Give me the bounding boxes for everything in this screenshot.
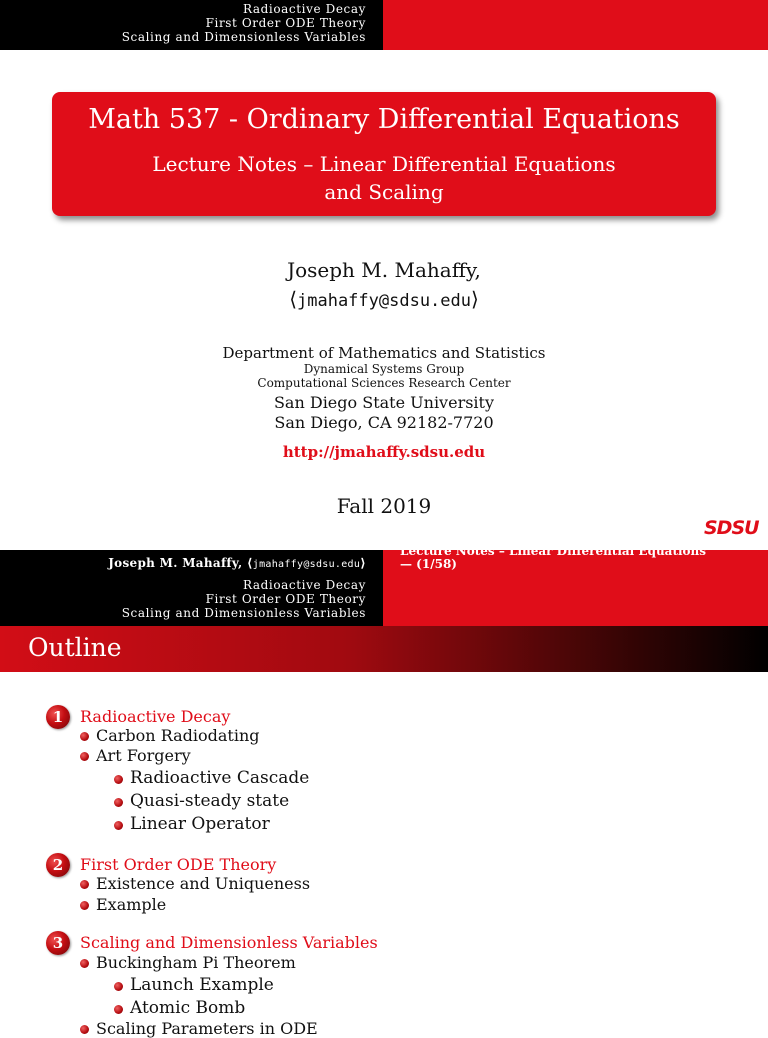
bullet-icon xyxy=(114,982,123,991)
bullet-icon xyxy=(80,1025,89,1034)
bullet-icon xyxy=(80,901,89,910)
footer-author-email: jmahaffy@sdsu.edu xyxy=(252,559,361,570)
bullet-icon xyxy=(80,752,89,761)
sdsu-logo: SDSU xyxy=(704,517,759,539)
footer-author-name: Joseph M. Mahaffy, xyxy=(108,556,243,570)
bullet-icon xyxy=(80,880,89,889)
university: San Diego State University xyxy=(273,393,495,412)
author-email-text: jmahaffy@sdsu.edu xyxy=(297,291,471,311)
bullet-icon xyxy=(80,732,89,741)
section-number-3: 3 xyxy=(46,931,70,955)
section-number-2: 2 xyxy=(46,853,70,877)
bullet-icon xyxy=(114,775,123,784)
outline-subitem-quasi-steady-state[interactable]: Quasi-steady state xyxy=(130,791,290,811)
author-name: Joseph M. Mahaffy, xyxy=(287,258,481,282)
term: Fall 2019 xyxy=(336,494,432,518)
subtitle-line-2: and Scaling xyxy=(324,180,444,204)
header-nav-section-3[interactable]: Scaling and Dimensionless Variables xyxy=(121,30,366,44)
outline-subitem-atomic-bomb[interactable]: Atomic Bomb xyxy=(130,998,246,1018)
outline-subitem-launch-example[interactable]: Launch Example xyxy=(130,975,274,995)
header-nav-2-section-1[interactable]: Radioactive Decay xyxy=(242,578,366,592)
slide-subtitle xyxy=(52,150,716,206)
outline-section-3[interactable]: Scaling and Dimensionless Variables xyxy=(80,933,378,952)
title-box xyxy=(52,92,716,216)
header-nav-2-section-3[interactable]: Scaling and Dimensionless Variables xyxy=(121,606,366,620)
outline-section-1[interactable]: Radioactive Decay xyxy=(80,707,231,726)
header-nav-section-1[interactable]: Radioactive Decay xyxy=(242,2,366,16)
outline-title: Outline xyxy=(28,633,122,662)
outline-subitem-radioactive-cascade[interactable]: Radioactive Cascade xyxy=(130,768,310,788)
address: San Diego, CA 92182-7720 xyxy=(274,413,494,432)
bullet-icon xyxy=(114,821,123,830)
research-center: Computational Sciences Research Center xyxy=(257,376,511,390)
footer-title-line-1: Lecture Notes – Linear Differential Equations xyxy=(400,544,707,558)
department: Department of Mathematics and Statistics xyxy=(222,344,546,362)
outline-item-scaling-parameters[interactable]: Scaling Parameters in ODE xyxy=(96,1019,318,1038)
section-number-1: 1 xyxy=(46,705,70,729)
outline-item-art-forgery[interactable]: Art Forgery xyxy=(96,746,191,765)
bullet-icon xyxy=(80,959,89,968)
research-group: Dynamical Systems Group xyxy=(303,362,465,376)
outline-item-buckingham-pi[interactable]: Buckingham Pi Theorem xyxy=(96,953,296,972)
footer-title xyxy=(400,545,706,571)
outline-item-example[interactable]: Example xyxy=(96,895,167,914)
bullet-icon xyxy=(114,1005,123,1014)
subtitle-line-1: Lecture Notes – Linear Differential Equations xyxy=(152,152,616,176)
author-email: ⟨jmahaffy@sdsu.edu⟩ xyxy=(289,287,479,311)
header-nav-red xyxy=(383,0,768,50)
footer-page-number: — (1/58) xyxy=(400,557,457,571)
header-nav-section-2[interactable]: First Order ODE Theory xyxy=(205,16,366,30)
footer-author: Joseph M. Mahaffy, ⟨jmahaffy@sdsu.edu⟩ xyxy=(108,556,366,570)
bullet-icon xyxy=(114,798,123,807)
homepage-link[interactable]: http://jmahaffy.sdsu.edu xyxy=(282,443,486,461)
header-nav-2-section-2[interactable]: First Order ODE Theory xyxy=(205,592,366,606)
slide-title: Math 537 - Ordinary Differential Equations xyxy=(88,104,680,135)
outline-item-existence-uniqueness[interactable]: Existence and Uniqueness xyxy=(96,874,311,893)
header-nav-red-2 xyxy=(383,576,768,626)
outline-item-carbon-radiodating[interactable]: Carbon Radiodating xyxy=(96,726,260,745)
outline-section-2[interactable]: First Order ODE Theory xyxy=(80,855,277,874)
outline-subitem-linear-operator[interactable]: Linear Operator xyxy=(130,814,270,834)
